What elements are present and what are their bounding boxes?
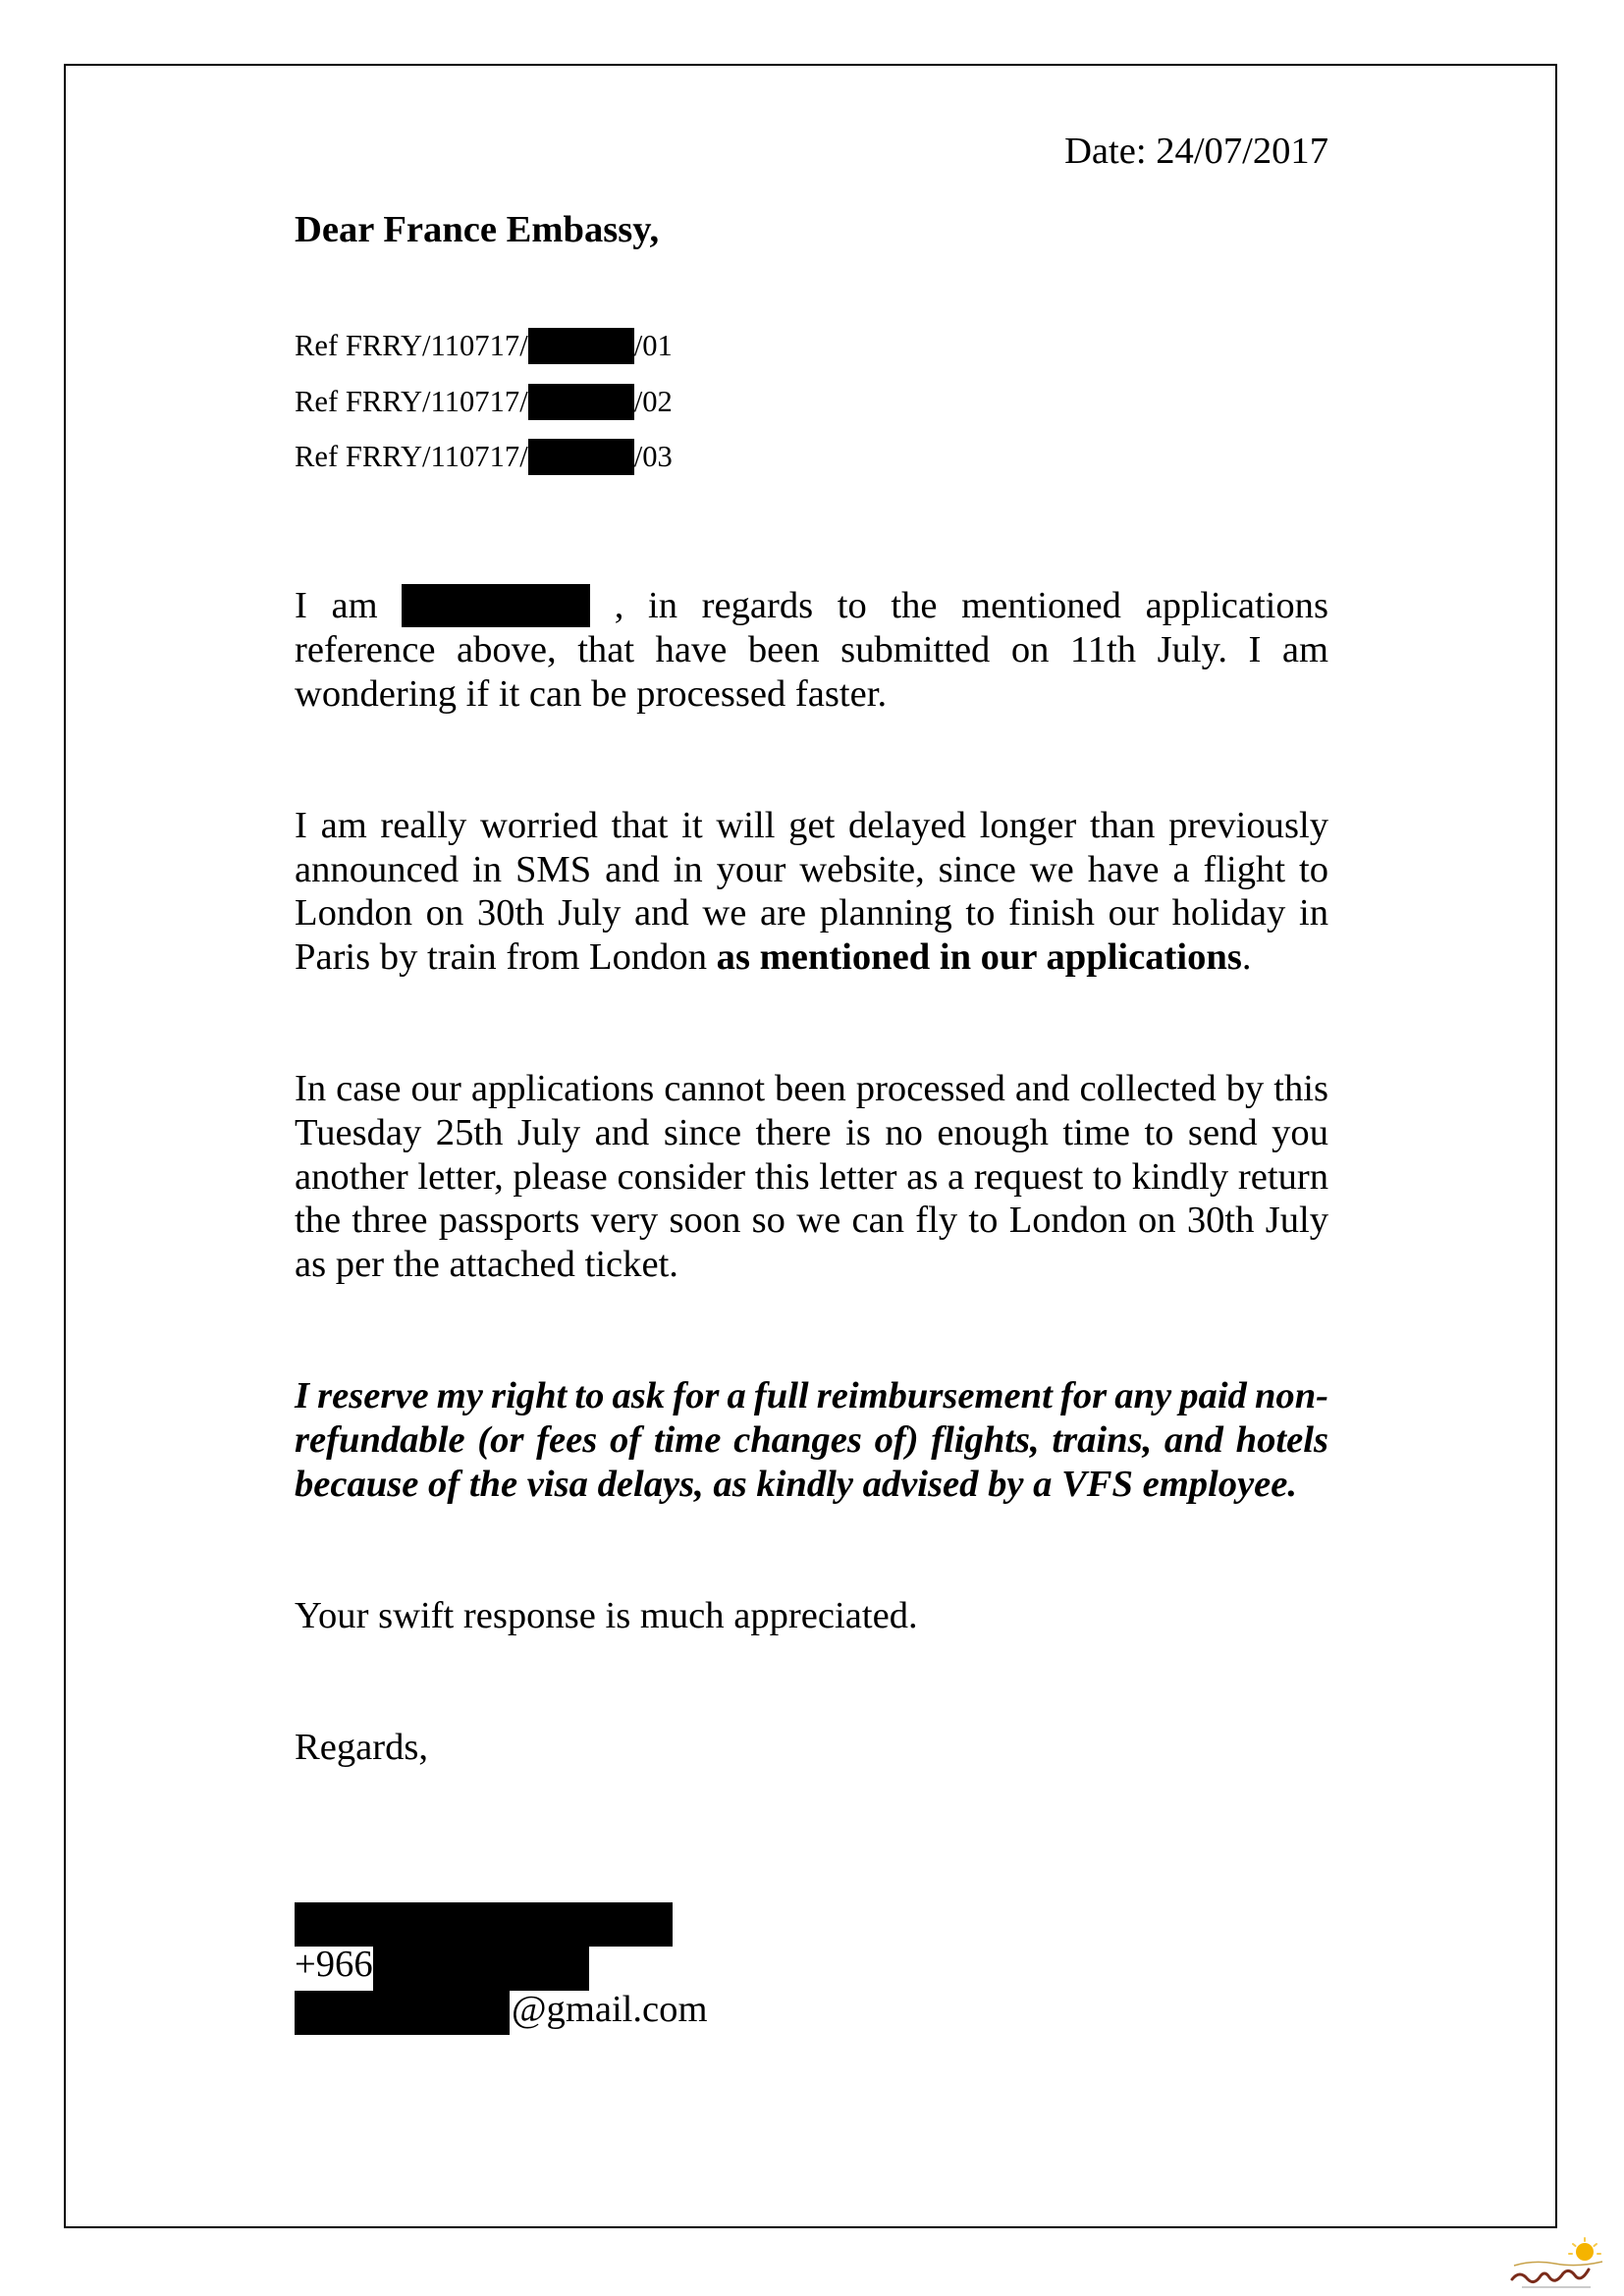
reference-suffix: /02 xyxy=(633,384,673,418)
paragraph-line: I reserve my right to ask for a full reimbursement for any paid non- xyxy=(295,1375,1328,1417)
redacted-name xyxy=(402,584,590,627)
sun-icon xyxy=(1569,2238,1600,2261)
sign-off: Regards, xyxy=(295,1727,429,1769)
paragraph-text: . xyxy=(1241,936,1252,979)
reference-prefix: Ref FRRY/110717/ xyxy=(295,384,528,418)
redacted-phone xyxy=(373,1947,589,1991)
redaction-box xyxy=(528,439,634,475)
paragraph-text: Paris by train from London xyxy=(295,936,708,979)
paragraph-line xyxy=(295,584,1328,628)
paragraph-line: another letter, please consider this letter as a request to kindly return xyxy=(295,1155,1328,1198)
paragraph-3 xyxy=(295,1067,1328,1286)
bold-emphasis: as mentioned in our applications xyxy=(716,936,1242,979)
paragraph-line: reference above, that have been submitted on 11th July. I am xyxy=(295,628,1328,670)
reference-prefix: Ref FRRY/110717/ xyxy=(295,328,528,362)
paragraph-text: I am xyxy=(295,585,378,627)
paragraph-line: London on 30th July and we are planning to finish our holiday in xyxy=(295,892,1328,934)
letter-date: Date: 24/07/2017 xyxy=(1064,130,1328,172)
paragraph-line xyxy=(295,935,1328,980)
paragraph-line: In case our applications cannot been processed and collected by this xyxy=(295,1068,1328,1110)
paragraph-1 xyxy=(295,584,1328,716)
paragraph-text: , in regards to the mentioned applications xyxy=(614,585,1328,627)
watermark-logo xyxy=(1504,2236,1610,2293)
reference-suffix: /01 xyxy=(633,328,673,362)
reference-line xyxy=(295,384,673,420)
redacted-email-user xyxy=(295,1991,510,2035)
paragraph-line: announced in SMS and in your website, since we have a flight to xyxy=(295,848,1328,890)
reference-prefix: Ref FRRY/110717/ xyxy=(295,440,528,474)
paragraph-line: because of the visa delays, as kindly advised by a VFS employee. xyxy=(295,1463,1298,1505)
phone-prefix: +966 xyxy=(295,1944,373,1985)
email-domain: @gmail.com xyxy=(512,1989,708,2030)
paragraph-4-reservation xyxy=(295,1374,1328,1506)
reference-line xyxy=(295,328,673,364)
reference-suffix: /03 xyxy=(633,440,673,474)
paragraph-line: wondering if it can be processed faster. xyxy=(295,672,888,715)
redaction-box xyxy=(528,384,634,420)
redaction-box xyxy=(528,328,634,364)
paragraph-line: as per the attached ticket. xyxy=(295,1244,678,1286)
paragraph-2 xyxy=(295,804,1328,980)
paragraph-line: I am really worried that it will get delayed longer than previously xyxy=(295,805,1328,846)
paragraph-line: refundable (or fees of time changes of) flights, trains, and hotels xyxy=(295,1419,1328,1462)
salutation: Dear France Embassy, xyxy=(295,209,660,250)
closing-line: Your swift response is much appreciated. xyxy=(295,1595,918,1636)
redacted-signature-name xyxy=(295,1902,673,1947)
paragraph-line: the three passports very soon so we can fly to London on 30th July xyxy=(295,1200,1328,1242)
reference-line xyxy=(295,439,673,475)
paragraph-line: Tuesday 25th July and since there is no enough time to send you xyxy=(295,1111,1328,1153)
